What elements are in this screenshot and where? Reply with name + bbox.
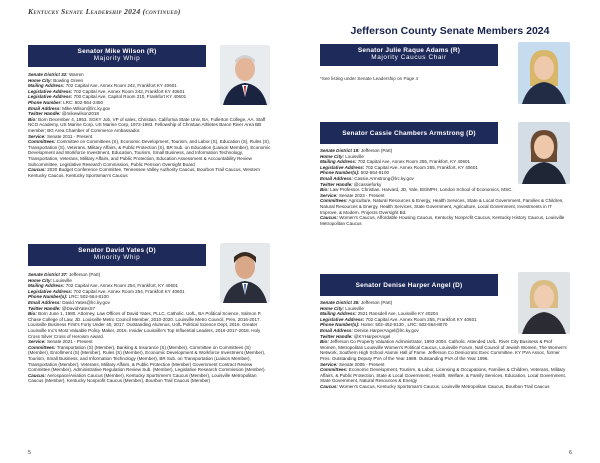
wilson-line-bio: Bio: Born December 4, 1953. SGKY Job, VP of sales, Christian. California State Univ, BA, Fullerton College, AA. Staff NCO Academy, US Marine Corp, US Marine Corp, 1972-1983. Fellowship of Christian Athletes Baron River Area BB member; BG Area Chamber of Commerce Ambassador. — [28, 116, 266, 133]
angel-line-twitter: Twitter Handle: @KYHarperAngel — [320, 333, 391, 339]
wilson-line-phone: Phone Number: LRC: 502-564-2450 — [28, 99, 104, 105]
angel-name: Senator Denise Harper Angel (D) — [355, 282, 463, 289]
adams-role: Majority Caucus Chair — [371, 54, 447, 61]
yates-line-service: Service: Senate 2021 - Present — [28, 339, 93, 345]
adams-photo — [518, 42, 570, 104]
adams-note: *See listing under Senate Leadership on Page 4 — [320, 76, 419, 81]
yates-line-twitter: Twitter Handle: @DavidYatesS7 — [28, 305, 96, 311]
wilson-role: Majority Whip — [93, 55, 141, 62]
wilson-line-twitter: Twitter Handle: @mikewilson2018 — [28, 111, 99, 117]
yates-line-district: Senate District 37: Jefferson (Part) — [28, 272, 101, 277]
wilson-line-email: Email Address: Mike.Wilson@lrc.ky.gov — [28, 105, 111, 111]
armstrong-line-legislative: Legislative Address: 702 Capital Ave. Annex Room 255, Frankfort, KY 40601 — [320, 164, 478, 170]
yates-role: Minority Whip — [93, 254, 141, 261]
angel-line-mailing: Mailing Address: 2521 Ransdell Ave, Louisville KY 40204 — [320, 311, 438, 317]
yates-details — [28, 272, 272, 384]
yates-line-email: Email Address: David.Yates@lrc.ky.gov — [28, 299, 110, 305]
yates-line-caucus: Caucus: Aerospace/Aviation Caucus (Member), Kentucky Sportsmen's Caucus (Member), Louisville Metropolitan Caucus (Member), Kentucky Nonprofit Caucus (Member), Bourbon Trail Caucus (Member) — [28, 372, 257, 384]
yates-line-legislative: Legislative Address: 702 Capital Ave. Annex Room 254, Frankfort KY 40601 — [28, 288, 185, 294]
armstrong-line-phone: Phone Number(s): 502-564-8100 — [320, 170, 390, 176]
wilson-line-caucus: Caucus: 2020 Budget Conference Committee, Tennessee Valley Authority Caucus, Bourbon Trail Caucus, Western Kentucky Caucus, Kentucky Sportsman's Caucus — [28, 167, 261, 178]
angel-line-committees: Committees: Economic Development, Tourism, & Labor, Licensing & Occupations, Families & Children, Veterans, Military Affairs, & Public Protection, State & Local Government, Health, Welfare, & Family Services, Education, Local Government, State Government, Natural Resources & Energy — [320, 367, 566, 384]
armstrong-line-committees: Committees: Agriculture, Natural Resources & Energy, Health Services, State & Local Government, Families & Children, Natural Resources & Energy, Health Services, State Government, Agriculture, Local Government, Investments in IT Improve. & Modern. Projects Oversight Bd. — [320, 198, 564, 215]
angel-line-bio: Bio: Jefferson Co Property Valuation Administrator, 1993-2004. Catholic. Attended UofL. River City Business & Prof Women, Metropolitan Louisville Women's Political Caucus, Louisville Forum, Natl Council of Jewish Women, The Women's Network, Southern High School Alumni Hall of Fame. Jefferson Co Democratic Exec Committee. KY PVA Assoc, former Pres. Outstanding Deputy PVA of the Year 1989. Outstanding PVA of the Year 1996. — [320, 339, 567, 361]
wilson-line-district: Senate District 32: Warren — [28, 72, 84, 77]
armstrong-line-bio: Bio: Law Professor. Christian. Harvard, JD, Yale, BS/MPH, London School of Economics, MSC. — [320, 187, 513, 193]
yates-header-band — [28, 244, 206, 266]
armstrong-line-email: Email Address: Cassie.Armstrong@lrc.ky.gov — [320, 175, 414, 181]
wilson-line-mailing: Mailing Address: 702 Capital Ave, Annex Room 242, Frankfort KY 40601 — [28, 83, 177, 89]
angel-line-service: Service: Senate 2005 - Present — [320, 361, 385, 367]
yates-line-bio: Bio: Born June 1, 1980. Attorney, Law Offices of David Yates, PLLC. Catholic. UofL, BA Political Science, Salmon P. Chase College of Law, JD. Louisville Metro Council Member, 2010-2020. Louisville Metro Council, Pres, 2016-2017. Louisville Business First's Forty Under 40, 2017. Outstanding Alumnus, UofL Political Science Dept, 2016. Greater Louisville Inc's Most Valuable Policy Maker, 2016. Insider Louisville's Top Influential Leaders, 2016-2017-2018. Holy Cross Silver Cross of Heroism Award. — [28, 311, 262, 339]
wilson-header-band — [28, 45, 206, 67]
right-page — [300, 0, 600, 463]
page-number-right: 6 — [568, 450, 572, 456]
wilson-line-service: Service: Senate 2011 - Present — [28, 133, 93, 139]
armstrong-details — [320, 148, 570, 226]
armstrong-line-service: Service: Senate 2023 - Present — [320, 192, 385, 198]
yates-line-home: Home City: Louisville — [28, 277, 72, 283]
angel-line-district: Senate District 35: Jefferson (Part) — [320, 300, 393, 305]
angel-header-band — [320, 274, 498, 296]
angel-line-home: Home City: Louisville — [320, 305, 364, 311]
armstrong-line-district: Senate District 19: Jefferson (Part) — [320, 148, 393, 153]
page-title: Jefferson County Senate Members 2024 — [350, 25, 550, 37]
angel-line-email: Email Address: Denise.HarperAngel@lrc.ky.gov — [320, 327, 419, 333]
armstrong-line-home: Home City: Louisville — [320, 153, 364, 159]
wilson-line-legislative-2: Legislative Address: 700 Capital Ave, Capitol Room 310, Frankfort KY 40601 — [28, 94, 187, 100]
angel-line-legislative: Legislative Address: 702 Capital Ave. Annex Room 255, Frankfort KY 40601 — [320, 316, 477, 322]
angel-line-phone: Phone Number(s): Home: 502-452-9130 , LRC: 502-564-8070 — [320, 322, 448, 328]
armstrong-name: Senator Cassie Chambers Armstrong (D) — [342, 130, 476, 137]
armstrong-line-mailing: Mailing Address: 702 Capital Ave, Annex Room 255, Frankfort, KY 40601 — [320, 159, 471, 165]
armstrong-line-caucus: Caucus: Women's Caucus, Affordable Housing Caucus, Kentucky Nonprofit Caucus, Kentucky History Caucus, Louisville Metropolitan Caucus — [320, 215, 565, 226]
angel-line-caucus: Caucus: Women's Caucus, Kentucky Sportsman's Caucus, Louisville Metropolitan Caucus, Bourbon Trail Caucus — [320, 383, 550, 389]
page-number-left: 5 — [28, 450, 32, 456]
armstrong-line-twitter: Twitter Handle: @cassieforky — [320, 181, 382, 187]
yates-line-mailing: Mailing Address: 702 Capital Ave, Annex Room 254, Frankfort, KY 40601 — [28, 283, 179, 289]
running-head: Kentucky Senate Leadership 2024 (continued) — [28, 7, 181, 16]
angel-details — [320, 300, 570, 390]
wilson-line-home: Home City: Bowling Green — [28, 77, 84, 83]
wilson-line-committees: Committees: Committee on Committees (S), Economic Development, Tourism, and Labor (S), Education (S), Rules (S), Transportation (S), Veterans, Military Affairs, & Public Protection (S), BR Sub. on Education (Liaison Member), Economic Development and Workforce Investment, Education, Tourism, Small Business, and Information Technology, Transportation, Veterans, Military Affairs, and Public Protection, Education Assessment & Accountability Review Subcommittee, Legislative Research Commission, Public Pension Oversight Board — [28, 139, 271, 167]
wilson-details — [28, 72, 272, 178]
yates-line-committees: Committees: Transportation (S) (Member), Banking & Insurance (S) (Member), Committee on Committees (S) (Member), Enrollment (S) (Member), Rules (S) (Member), Economic Development & Workforce Investment (Member), Tourism, Small Business, and Information Technology (Member), BR Sub. on Transportation (Liaison Member), Transportation (Member), Veterans, Military Affairs, & Public Protection (Member) Government Contract Review Committee (Member), Administrative Regulation Review Sub. (Member), Legislative Research Commission (Member). — [28, 344, 266, 373]
armstrong-header-band — [320, 122, 498, 144]
wilson-line-legislative-1: Legislative Address: 702 Capital Ave, Annex Room 242, Frankfort KY 40601 — [28, 88, 185, 94]
wilson-name: Senator Mike Wilson (R) — [77, 48, 157, 55]
adams-name: Senator Julie Raque Adams (R) — [357, 47, 461, 54]
adams-header-band — [320, 44, 498, 66]
yates-name: Senator David Yates (D) — [78, 247, 156, 254]
yates-line-phone: Phone Number(s): LRC: 502-564-8100 — [28, 294, 109, 300]
